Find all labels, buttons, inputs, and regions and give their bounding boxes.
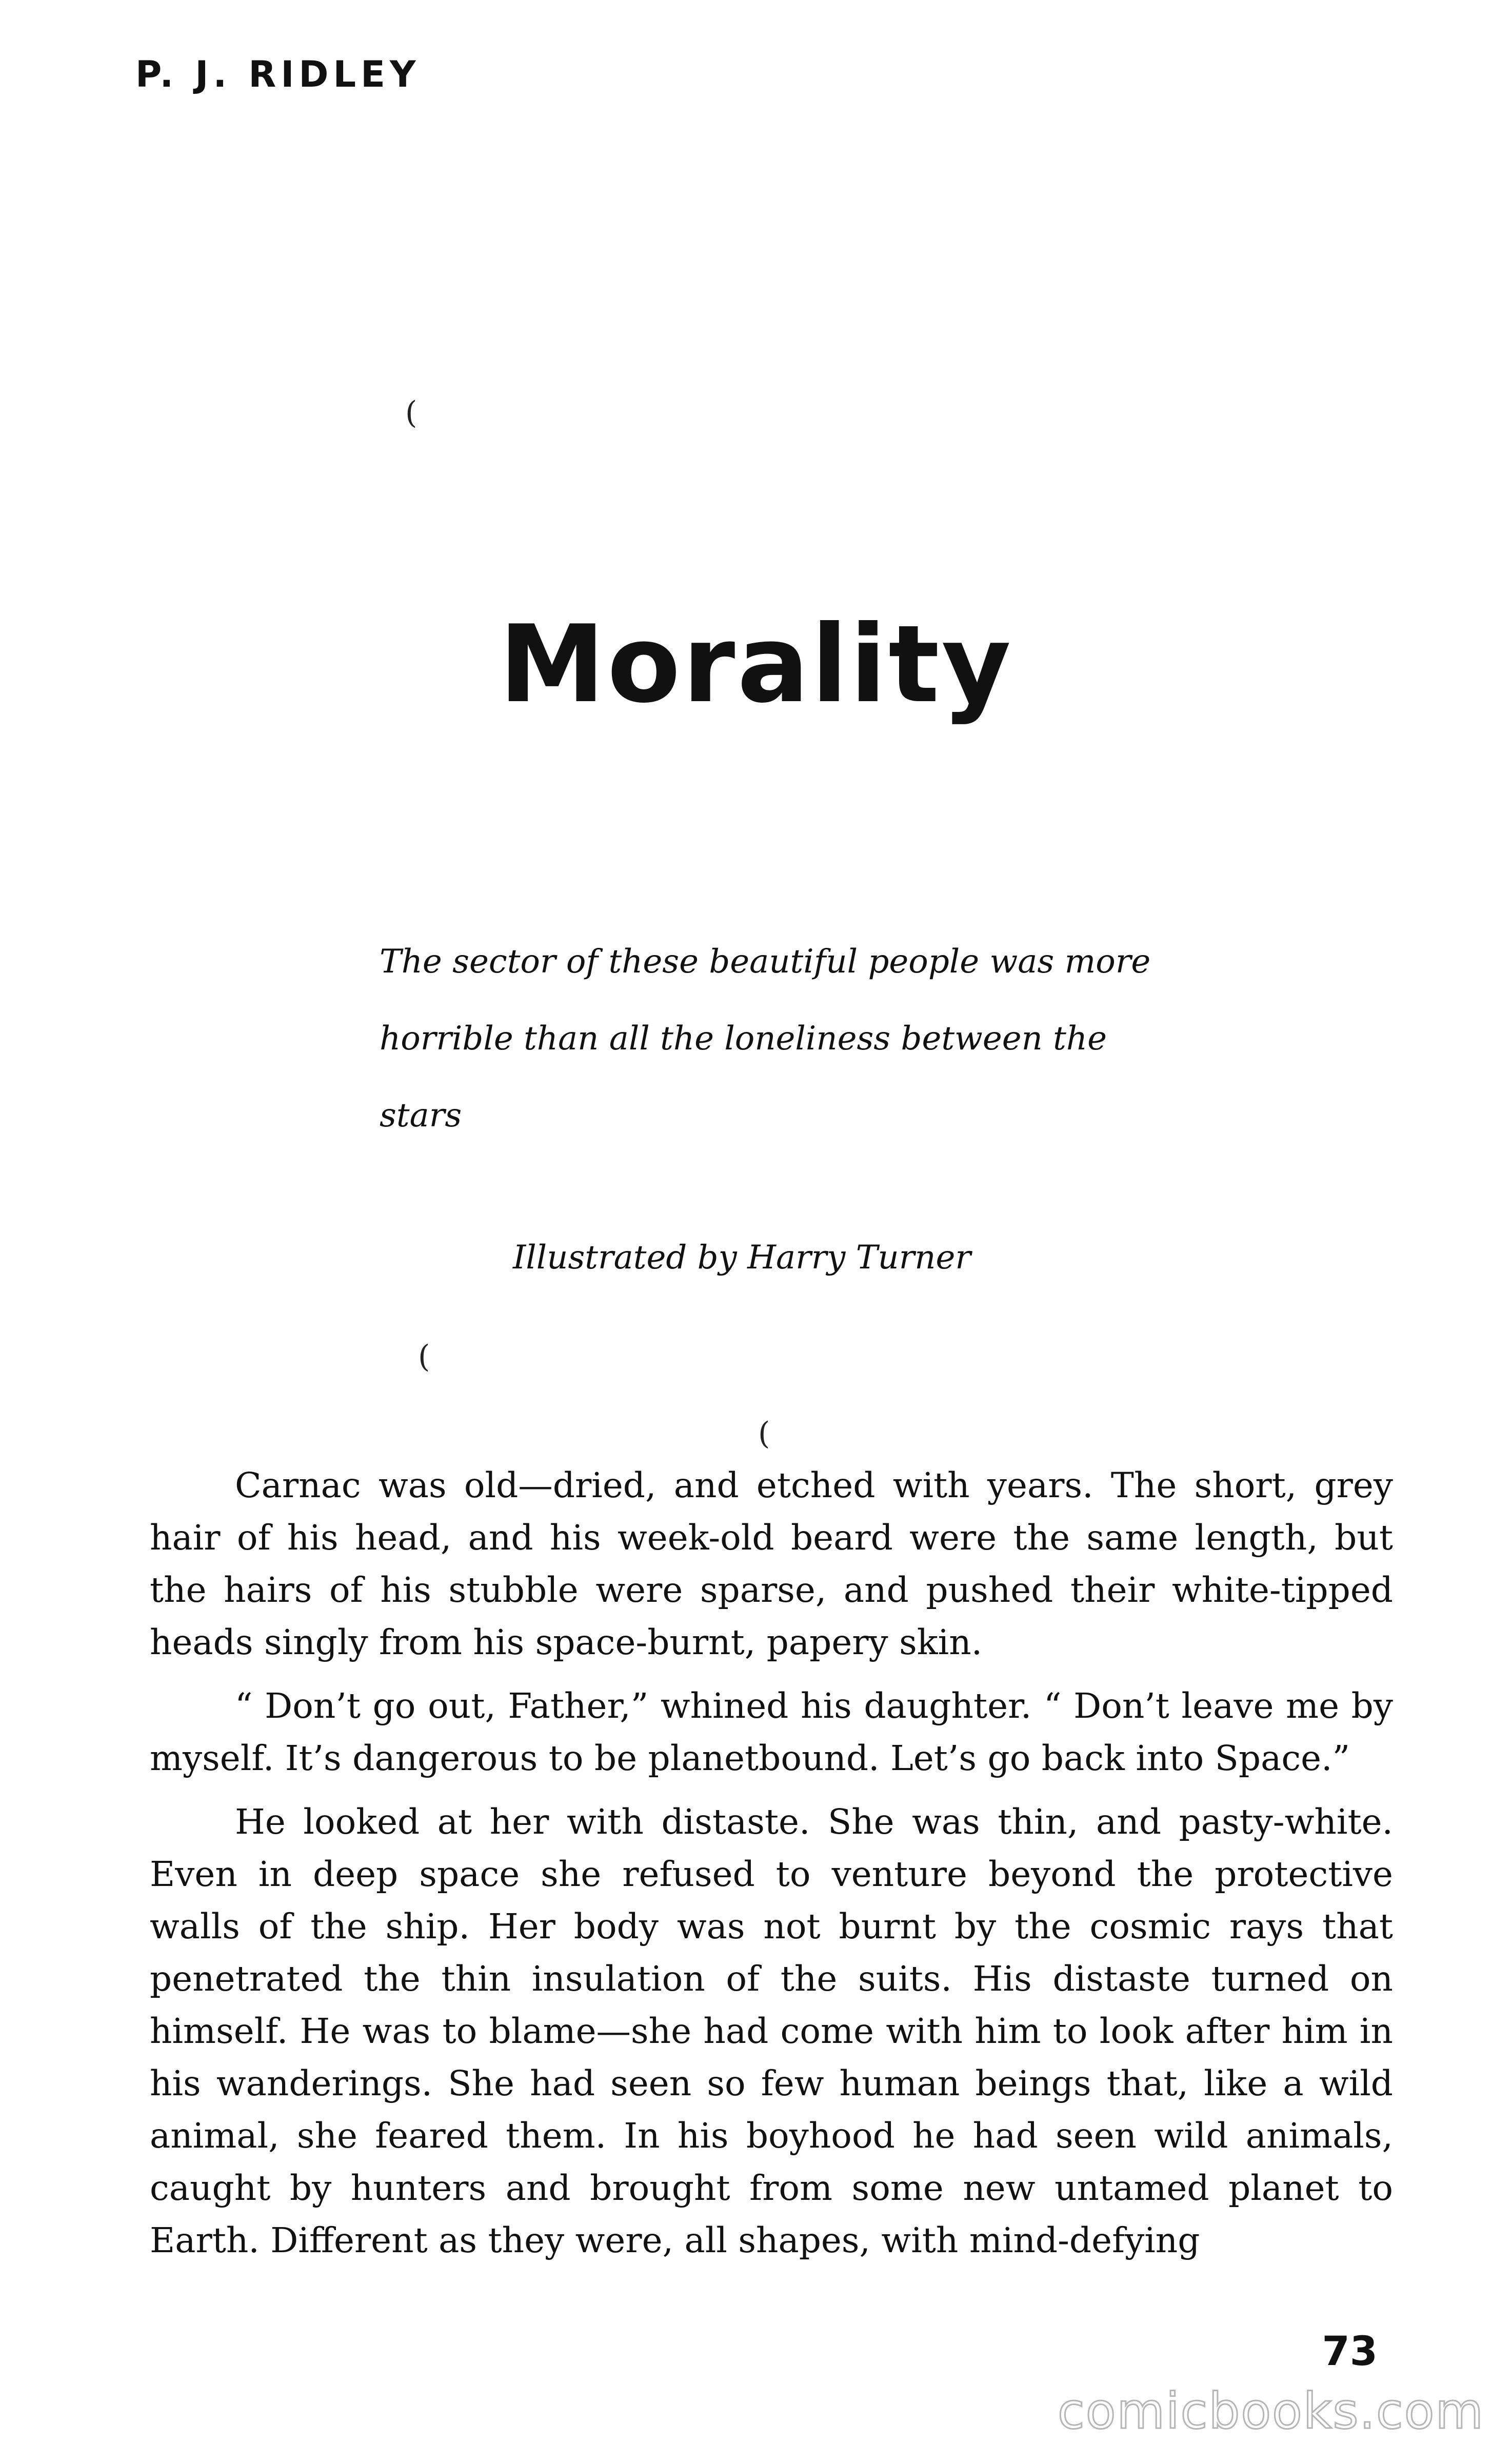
blurb-line: The sector of these beautiful people was more xyxy=(380,943,1151,981)
page-number: 73 xyxy=(1322,2329,1378,2375)
story-paragraph: He looked at her with distaste. She was thin, and pasty-white. Even in deep space she refused to venture beyond the protective walls of the ship. Her body was not burnt by the cosmic rays that penetrated the thin insulation of the suits. His distaste turned on himself. He was to blame—she had come with him to look after him in his wanderings. She had seen so few human beings that, like a wild animal, she feared them. In his boyhood he had seen wild animals, caught by hunters and brought from some new untamed planet to Earth. Different as they were, all shapes, with mind-defying xyxy=(150,1801,1393,2260)
stray-mark: ( xyxy=(418,1339,430,1375)
blurb-line: horrible than all the loneliness between the stars xyxy=(380,1020,1107,1135)
story-paragraph: Carnac was old—dried, and etched with years. The short, grey hair of his head, and his week-old beard were the same length, but the hairs of his stubble were sparse, and pushed their white-tipped heads singly from his space-burnt, papery skin. xyxy=(150,1465,1393,1662)
author-header: P. J. RIDLEY xyxy=(135,53,421,95)
story-body xyxy=(150,1459,1393,2278)
story-title: Morality xyxy=(499,603,1013,727)
illustrator-credit: Illustrated by Harry Turner xyxy=(513,1239,971,1277)
stray-mark: ( xyxy=(405,395,417,431)
story-paragraph: “ Don’t go out, Father,” whined his daughter. “ Don’t leave me by myself. It’s dangerous to be planetbound. Let’s go back into Space.” xyxy=(150,1685,1393,1778)
stray-mark: ( xyxy=(758,1416,770,1452)
watermark: comicbooks.com xyxy=(1057,2382,1484,2440)
story-blurb xyxy=(380,923,1180,1154)
